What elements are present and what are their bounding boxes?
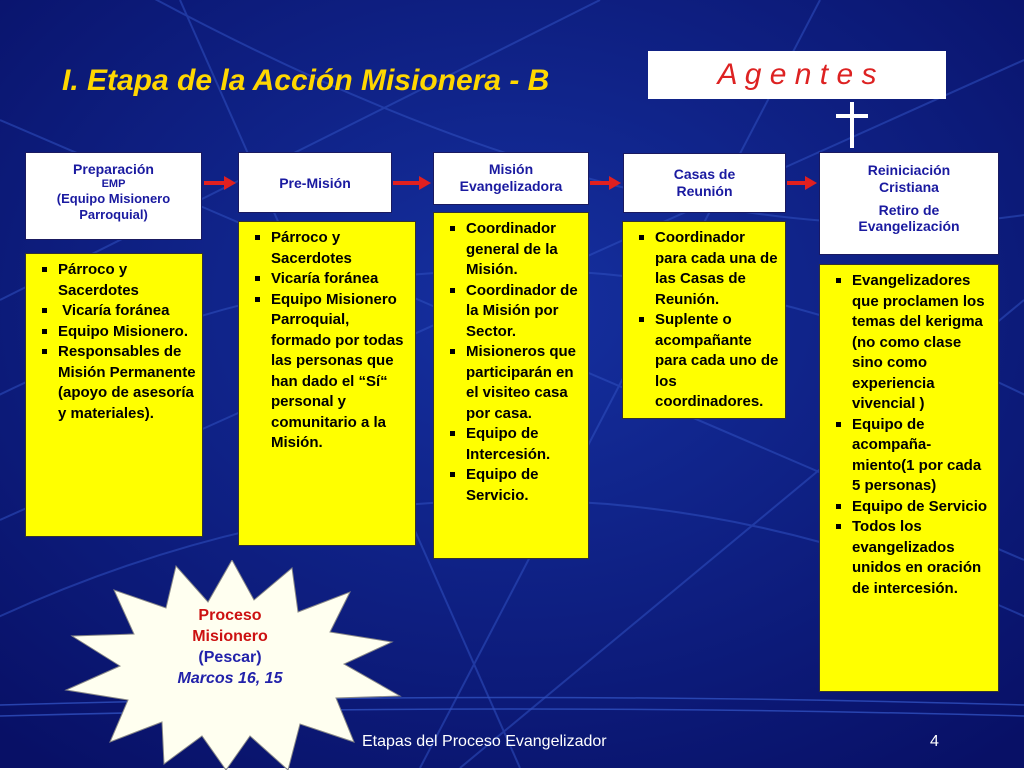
arrow-4-icon: [787, 176, 817, 190]
list-item-continuation: coordinadores.: [655, 393, 764, 410]
list-item: Coordinador general de la Misión.: [440, 219, 582, 281]
slide-title: I. Etapa de la Acción Misionera - B: [62, 64, 550, 97]
stage-heading-line: Cristiana: [879, 178, 939, 195]
stage-agents-casas-de-reunion: [622, 221, 786, 419]
starburst-line-misionero: Misionero: [192, 628, 268, 645]
stage-heading-line: EMP: [101, 177, 126, 190]
list-item: Responsables de Misión Permanente (apoyo de asesoría y materiales).: [32, 342, 196, 424]
stage-agents-pre-mision: [238, 221, 416, 546]
stage-agents-preparacion: [25, 253, 203, 537]
stage-agents-mision-evangelizadora: [433, 212, 589, 559]
list-item: Coordinador de la Misión por Sector.: [440, 281, 582, 343]
arrow-1-icon: [204, 176, 236, 190]
arrow-2-icon: [393, 176, 431, 190]
list-item: Evangelizadores que proclamen los temas del kerigma (no como clase sino como experiencia vivencial ): [826, 271, 992, 415]
stage-heading-line: Evangelización: [858, 218, 960, 235]
stage-heading-mision-evangelizadora: [433, 152, 589, 205]
stage-heading-casas-de-reunion: [623, 153, 786, 213]
stage-heading-line: Reunión: [676, 182, 733, 199]
starburst-line-reference: Marcos 16, 15: [177, 670, 283, 687]
list-item: Suplente o acompañante para cada uno de los: [629, 310, 779, 392]
list-item: Equipo Misionero Parroquial, formado por todas las personas que han dado el “Sí“ personal y comunitario a la Misión.: [245, 290, 409, 454]
footer-text: Etapas del Proceso Evangelizador: [362, 733, 607, 750]
list-item: Equipo de Servicio.: [440, 465, 582, 506]
starburst-text: [130, 605, 330, 689]
list-item: Misioneros que participarán en el visiteo casa por casa.: [440, 342, 582, 424]
list-item: Equipo Misionero.: [32, 322, 196, 343]
stage-heading-line: (Equipo Misionero: [56, 190, 171, 206]
starburst-line-proceso: Proceso: [198, 607, 262, 624]
list-item: Párroco y Sacerdotes: [32, 260, 196, 301]
stage-heading-line: Parroquial): [79, 206, 148, 222]
list-item: Vicaría foránea: [245, 269, 409, 290]
stage-heading-reiniciacion-cristiana: [819, 152, 999, 255]
list-item: Todos los evangelizados unidos en oración de intercesión.: [826, 517, 992, 599]
stage-heading-line: Evangelizadora: [459, 177, 563, 194]
stage-heading-line: Pre-Misión: [279, 175, 351, 191]
starburst-line-pescar: (Pescar): [198, 649, 262, 666]
stage-heading-pre-mision: [238, 152, 392, 213]
list-item: Equipo de acompaña-miento(1 por cada 5 personas): [826, 415, 992, 497]
agentes-label: A g e n t e s: [648, 51, 946, 99]
stage-heading-line: Reiniciación: [867, 162, 951, 178]
stage-heading-line: Retiro de: [878, 201, 940, 218]
stage-heading-line: Preparación: [73, 161, 154, 177]
page-number: 4: [930, 733, 939, 750]
stage-heading-line: Casas de: [673, 166, 736, 182]
list-item: Equipo de Servicio: [826, 497, 992, 518]
stage-heading-preparacion: [25, 152, 202, 240]
list-item: Vicaría foránea: [32, 301, 196, 322]
stage-agents-reiniciacion-cristiana: [819, 264, 999, 692]
list-item: Equipo de Intercesión.: [440, 424, 582, 465]
list-item: Párroco y Sacerdotes: [245, 228, 409, 269]
arrow-3-icon: [590, 176, 621, 190]
list-item: Coordinador para cada una de las Casas de Reunión.: [629, 228, 779, 310]
stage-heading-line: Misión: [488, 161, 534, 177]
